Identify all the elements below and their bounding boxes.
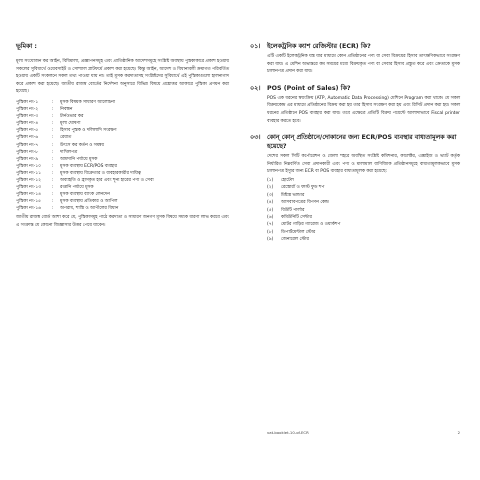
booklet-list-item: পুস্তিকা নং-১৬ : অপরাধ, শাস্তি ও আপীলের বিধান [16, 206, 119, 212]
list-item: (৮) ডিপার্টমেন্টাল স্টোর [267, 229, 316, 235]
booklet-list-item: পুস্তিকা নং-২ : নিবন্ধন [16, 107, 73, 113]
list-item: (৪) আসবাবপত্রের বিপণন কেন্দ্র [267, 200, 329, 206]
booklet-list-item: পুস্তিকা নং-৪ : মূল্য ঘোষণা [16, 121, 81, 127]
booklet-list-item: পুস্তিকা নং-১ : মূসক বিষয়ক সাধারণ আলোচনা [16, 99, 116, 105]
list-item: (২) রেস্তোরাঁ ও ফাস্ট ফুড শপ [267, 185, 325, 191]
booklet-list-item: পুস্তিকা নং-৮ : দাখিলপত্র [16, 149, 78, 155]
booklet-list-item: পুস্তিকা নং-৫ : হিসাব পুস্তক ও দলিলাদি সংরক্ষণ [16, 128, 117, 134]
booklet-list-item: পুস্তিকা নং-১৪ : মূসক ব্যবস্থায় ব্যাংক লেনদেন [16, 192, 110, 198]
booklet-list-item: পুস্তিকা নং-১৩ : রপ্তানি পর্যায়ে মূসক [16, 185, 94, 191]
preface-heading: ভূমিকা : [16, 43, 37, 50]
booklet-list [16, 99, 229, 213]
booklet-list-item: পুস্তিকা নং-১০ : মূসক ব্যবস্থায় ECR/POS ব্যবহার [16, 163, 117, 169]
right-column [250, 42, 460, 243]
page-footer [267, 430, 460, 438]
left-column [16, 42, 229, 230]
question-answer: POS এক ধরনের স্বয়ংক্রিয় (ATP, Automatic Data Processing) মেশিনে Program করা থাকে। যে সকল বিক্রয়কেন্দ্র এর মাধ্যমে প্রতিষ্ঠানের বিক্রয় করা হয় তার হিসাব সংরক্ষণ করা হয় এবং রিসিট প্রদান করা হয়। সকল ধরনের প্রতিষ্ঠানে POS ব্যবহার করা যায়। তবে এক্ষেত্রে প্রতিটি বিক্রয় পয়েন্টে আলাদাভাবে Fiscal printer ব্যবহার করতে হবে। [267, 95, 460, 124]
question-heading: ০৩। কোন্ কোন্ প্রতিষ্ঠানে/দোকানের জন্য ECR/POS ব্যবস্থার বাধ্যতামূলক করা হয়েছে? [250, 134, 457, 151]
booklet-list-item: পুস্তিকা নং-৭ : উৎসে কর কর্তন ও সমন্বয় [16, 142, 104, 148]
booklet-list-item: পুস্তিকা নং-৬ : রেয়াত [16, 135, 72, 141]
booklet-list-item: পুস্তিকা নং-১১ : মূসক ব্যবস্থায় বিক্রেতার ও ব্যবহারকারীর দায়িত্ব [16, 170, 141, 176]
preface-intro: মূল্য সংযোজন কর আইন, বিধিমালা, প্রজ্ঞাপনসমূহ এবং প্রাতিষ্ঠানিক আদেশসমূহে সংশ্লিষ্ট অবস্থায় পুস্তকাকারে প্রকাশ হওয়ায় সকলের সুবিধার্থে ওয়েবসাইট ও সোশ্যাল প্লাটফর্মে প্রকাশ করা হয়েছে। কিন্তু আইন, আদেশ ও বিধানাবলী ক্রমাগত পরিবর্তিত হওয়ায় একটি সংকলনে সকল তথ্য পাওয়া যায় না। তাই মূসক করদাতাসহ সংশ্লিষ্টদের সুবিধার্থে এই পুস্তিকাগুলো হালনাগাদ করে প্রকাশ করা হয়েছে। জাতীয় রাজস্ব বোর্ডের নির্দেশনা অনুসারে বিভিন্ন বিষয়ে প্রশ্নোত্তর আকারে পুস্তিকা প্রণয়ন করা হয়েছে। [16, 59, 229, 95]
list-item: (৩) মিষ্টান্ন ভান্ডার [267, 192, 305, 198]
question-1 [250, 42, 460, 76]
list-item: (৬) কমিউনিটি সেন্টার [267, 214, 312, 220]
booklet-list-item: পুস্তিকা নং-১৫ : মূসক ব্যবস্থায় প্রতিকার ও আপিল [16, 199, 118, 205]
list-item: (৭) মোটর গাড়ির গ্যারেজ ও ওয়ার্কশপ [267, 222, 341, 228]
booklet-list-item: পুস্তিকা নং-১২ : অব্যাহতি ও হ্রাসকৃত হার এবং শূন্য হারের পণ্য ও সেবা [16, 178, 154, 183]
list-item: (৯) জেনারেল স্টোর [267, 237, 309, 243]
list-item: (৫) বিউটি পার্লার [267, 207, 305, 213]
preface-outro: জাতীয় রাজস্ব বোর্ড আশা করে যে, পুস্তিকাসমূহ পাঠে করদাতা ও সাধারণ জনগণ মূসক বিষয়ে সম্যক ধারণা লাভ করবে এবং এ সংক্রান্ত যে কোনো জিজ্ঞাসার উত্তর পেয়ে যাবেন। [16, 215, 229, 229]
question-heading: ০২। POS (Point of Sales) কি? [250, 84, 351, 92]
page-number: 2 [457, 430, 460, 435]
booklet-list-item: পুস্তিকা নং-৩ : টার্নওভার কর [16, 114, 84, 120]
footer-filename: vat-booklet-10-of-ECR [267, 430, 309, 435]
business-type-list [250, 177, 460, 244]
booklet-list-item: পুস্তিকা নং-৯ : আমদানি পর্যায়ে মূসক [16, 156, 98, 162]
question-3 [250, 133, 460, 243]
question-answer: দেশের সকল সিটি কর্পোরেশন ও জেলা শহরে অবস্থিত সংশ্লিষ্ট কমিশনার, কালেক্টর, এক্সাইজ ও ভ্যাট কর্তৃক নির্ধারিত নিম্নবর্ণিত সেবা প্রদানকারী এবং পণ্য ও মালামাল বাণিজ্যিক প্রতিষ্ঠানসমূহে বাধ্যতামূলকভাবে মূসক চালানপত্র ইস্যুর জন্য ECR বা POS ব্যবহার বাধ্যতামূলক করা হয়েছে: [267, 154, 460, 175]
list-item: (১) হোটেল [267, 177, 294, 183]
question-2 [250, 84, 460, 125]
question-heading: ০১। ইলেকট্রনিক ক্যাশ রেজিস্টার (ECR) কি? [250, 43, 371, 50]
question-answer: এটি একটি ইলেকট্রনিক যন্ত্র যার মাধ্যমে কোন প্রতিষ্ঠানের পণ্য বা সেবা বিক্রয়ের হিসাব তাৎক্ষণিকভাবে সংরক্ষণ করা যায়। এ মেশিন অভ্যন্তরে কম সময়ের মধ্যে বিক্রয়কৃত পণ্য বা সেবার হিসাব প্রস্তুত করে এবং ক্রেতাকে মূসক চালানপত্র প্রদান করা যায়। [267, 54, 460, 75]
